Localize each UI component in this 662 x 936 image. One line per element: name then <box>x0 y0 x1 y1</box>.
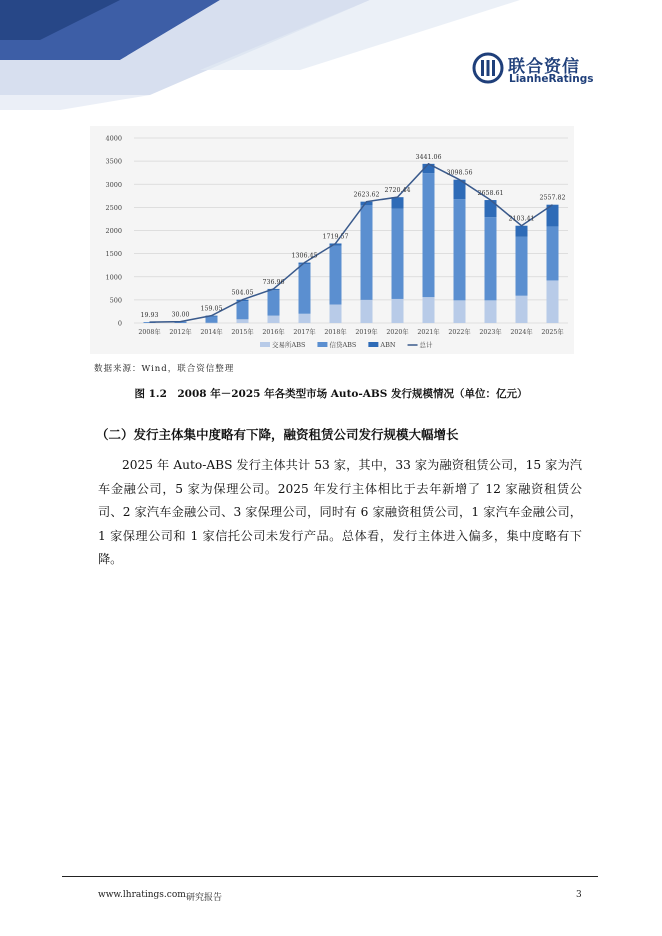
bar-segment <box>454 300 466 323</box>
y-tick-label: 1500 <box>105 250 122 259</box>
bar-segment <box>485 300 497 323</box>
y-tick-label: 2000 <box>105 227 122 235</box>
x-tick-label: 2020年 <box>386 329 409 336</box>
data-label: 2623.62 <box>353 191 380 199</box>
bar-segment <box>423 173 435 297</box>
bar-segment <box>299 264 311 314</box>
y-tick-label: 3000 <box>105 180 122 189</box>
y-tick-label: 2500 <box>105 203 122 212</box>
legend-label: 总计 <box>419 341 433 349</box>
bar-segment <box>392 197 404 209</box>
legend-label: ABN <box>380 341 396 349</box>
data-label: 504.05 <box>231 289 254 297</box>
x-tick-label: 2008年 <box>138 329 161 336</box>
x-tick-label: 2023年 <box>479 329 502 336</box>
bar-segment <box>330 246 342 305</box>
bar-segment <box>330 305 342 324</box>
bar-segment <box>268 290 280 315</box>
bar-segment <box>392 209 404 299</box>
x-tick-label: 2021年 <box>417 329 440 336</box>
y-tick-label: 3500 <box>105 157 122 166</box>
x-tick-label: 2019年 <box>355 329 378 336</box>
x-tick-label: 2017年 <box>293 329 316 336</box>
bar-segment <box>237 319 249 323</box>
x-tick-label: 2016年 <box>262 329 285 336</box>
legend-label: 交易所ABS <box>272 341 306 349</box>
data-source-note: 数据来源：Wind，联合资信整理 <box>94 364 235 374</box>
footer-report-label: 研究报告 <box>186 893 223 903</box>
data-label: 2557.82 <box>539 194 566 202</box>
data-label: 3098.56 <box>446 169 473 177</box>
data-label: 2103.41 <box>508 215 535 223</box>
bar-segment <box>268 316 280 323</box>
legend-swatch <box>368 342 378 347</box>
chart-canvas <box>90 126 574 354</box>
bar-segment <box>206 323 218 324</box>
bar-segment <box>361 300 373 323</box>
logo-english-name: LianheRatings <box>509 73 594 85</box>
x-tick-label: 2022年 <box>448 329 471 336</box>
bar-segment <box>516 226 528 237</box>
legend-swatch <box>260 342 270 347</box>
bar-segment <box>361 205 373 300</box>
bar-segment <box>547 280 559 323</box>
x-tick-label: 2012年 <box>169 329 192 336</box>
issuance-chart <box>90 126 574 354</box>
lianhe-logo <box>472 50 602 90</box>
data-label: 159.05 <box>200 305 223 313</box>
bar-segment <box>392 299 404 323</box>
data-label: 3441.06 <box>415 153 442 161</box>
x-tick-label: 2025年 <box>541 329 564 336</box>
lianhe-logo-mark-icon <box>472 52 504 84</box>
bar-segment <box>454 199 466 300</box>
page-number: 3 <box>576 890 582 900</box>
y-tick-label: 0 <box>117 319 122 328</box>
section-heading: （二）发行主体集中度略有下降，融资租赁公司发行规模大幅增长 <box>96 427 459 442</box>
legend-swatch <box>317 342 327 347</box>
y-tick-label: 4000 <box>105 134 122 143</box>
logo-chinese-name: 联合资信 <box>508 57 580 77</box>
bar-segment <box>485 217 497 300</box>
bar-segment <box>423 297 435 323</box>
data-label: 736.96 <box>262 278 285 286</box>
bar-segment <box>516 237 528 296</box>
data-label: 1306.45 <box>291 252 318 260</box>
legend-label: 信贷ABS <box>329 341 357 349</box>
bar-segment <box>299 314 311 323</box>
data-label: 2658.61 <box>477 190 504 198</box>
bar-segment <box>516 296 528 323</box>
bar-segment <box>547 226 559 280</box>
x-tick-label: 2018年 <box>324 329 347 336</box>
figure-caption: 图 1.2 2008 年－2025 年各类型市场 Auto-ABS 发行规模情况（单位：亿元） <box>134 388 528 400</box>
data-label: 19.93 <box>140 312 159 320</box>
x-tick-label: 2015年 <box>231 329 254 336</box>
x-tick-label: 2014年 <box>200 329 223 336</box>
y-tick-label: 500 <box>109 296 122 305</box>
bar-segment <box>237 301 249 319</box>
footer-website: www.lhratings.com <box>98 890 186 900</box>
y-tick-label: 1000 <box>105 273 122 282</box>
data-label: 2720.44 <box>384 187 411 195</box>
bar-segment <box>206 317 218 323</box>
x-tick-label: 2024年 <box>510 329 533 336</box>
data-label: 1719.57 <box>322 233 349 241</box>
body-paragraph: 2025 年 Auto-ABS 发行主体共计 53 家，其中，33 家为融资租赁公司，15 家为汽车金融公司，5 家为保理公司。2025 年发行主体相比于去年新增了 12 家融资租赁公司、2 家汽车金融公司、3 家保理公司，同时有 6 家融资租赁公司，1 家汽车金融公司，1 家保理公司和 1 家信托公司未发行产品。总体看，发行主体进入偏多，集中度略有下降。 <box>98 458 582 566</box>
data-label: 30.00 <box>171 311 190 319</box>
footer-divider <box>62 876 598 877</box>
